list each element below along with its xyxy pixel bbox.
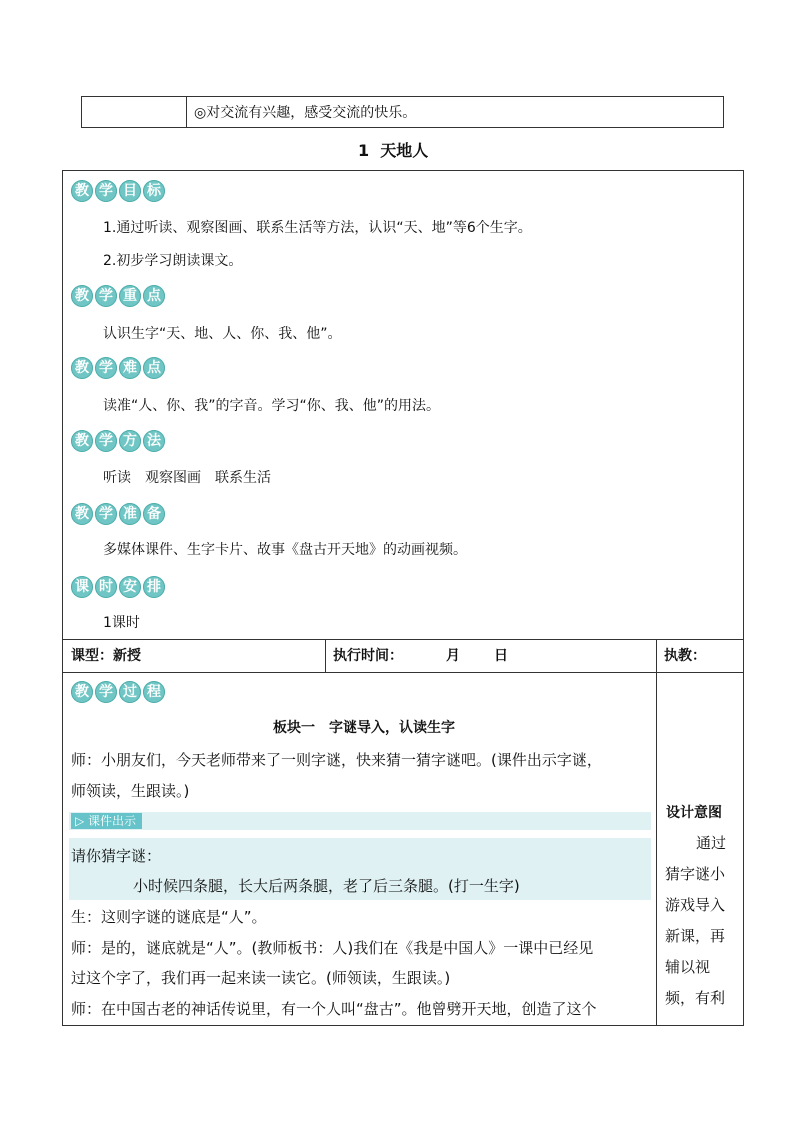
objective-2: 2.初步学习朗读课文。	[103, 253, 243, 269]
design-intent-line-6: 频，有利	[665, 989, 726, 1007]
riddle-text: 小时候四条腿，长大后两条腿，老了后三条腿。(打一生字)	[133, 877, 520, 895]
play-icon: ▷	[75, 814, 89, 828]
design-intent-line-2: 猜字谜小	[665, 865, 726, 883]
design-intent-line-4: 新课，再	[665, 927, 726, 945]
chip-label: 课件出示	[88, 814, 137, 828]
badge-difficulties: 教 学 难 点	[71, 357, 167, 381]
day-label: 日	[494, 648, 508, 664]
badge-key-points: 教 学 重 点	[71, 285, 167, 309]
design-intent-line-3: 游戏导入	[665, 896, 726, 914]
courseware-bar	[69, 812, 651, 830]
badge-objectives: 教 学 目 标	[71, 180, 167, 204]
execution-time-label: 执行时间：	[333, 648, 403, 664]
para2-line2: 过这个字了，我们再一起来读一读它。(师领读，生跟读。)	[71, 969, 451, 987]
para1-line1: 师：小朋友们，今天老师带来了一则字谜，快来猜一猜字谜吧。(课件出示字谜，	[71, 751, 602, 769]
top-table-right-cell: ◎对交流有兴趣，感受交流的快乐。	[194, 105, 417, 121]
top-table-divider	[186, 96, 187, 128]
teacher-label: 执教：	[664, 648, 706, 664]
design-intent-line-5: 辅以视	[665, 958, 711, 976]
col-divider-teacher	[656, 639, 657, 1026]
methods-text: 听读 观察图画 联系生活	[103, 470, 271, 486]
para1-line2: 师领读，生跟读。)	[71, 782, 190, 800]
lesson-title: 1 天地人	[358, 141, 429, 160]
riddle-prompt: 请你猜字谜：	[71, 847, 162, 865]
row-divider-info-bottom	[62, 672, 744, 673]
col-divider-time	[325, 639, 326, 672]
badge-preparation: 教 学 准 备	[71, 503, 167, 527]
key-points-text: 认识生字“天、地、人、你、我、他”。	[103, 326, 342, 342]
para3-line1: 师：在中国古老的神话传说里，有一个人叫“盘古”。他曾劈开天地，创造了这个	[71, 1000, 597, 1018]
student-answer: 生：这则字谜的谜底是“人”。	[71, 908, 267, 926]
courseware-chip	[71, 813, 142, 829]
month-label: 月	[446, 648, 460, 664]
badge-schedule: 课 时 安 排	[71, 576, 167, 600]
badge-methods: 教 学 方 法	[71, 430, 167, 454]
badge-process: 教 学 过 程	[71, 681, 167, 705]
objective-1: 1.通过听读、观察图画、联系生活等方法，认识“天、地”等6个生字。	[103, 220, 532, 236]
lesson-type: 课型：新授	[71, 648, 141, 664]
design-intent-line-1: 通过	[696, 834, 727, 852]
design-intent-title: 设计意图	[666, 805, 722, 821]
para2-line1: 师：是的，谜底就是“人”。(教师板书：人)我们在《我是中国人》一课中已经见	[71, 939, 594, 957]
preparation-text: 多媒体课件、生字卡片、故事《盘古开天地》的动画视频。	[103, 542, 467, 558]
schedule-text: 1课时	[103, 615, 140, 631]
row-divider-info-top	[62, 639, 744, 640]
block-title: 板块一 字谜导入，认读生字	[273, 720, 455, 736]
difficulties-text: 读准“人、你、我”的字音。学习“你、我、他”的用法。	[103, 398, 441, 414]
